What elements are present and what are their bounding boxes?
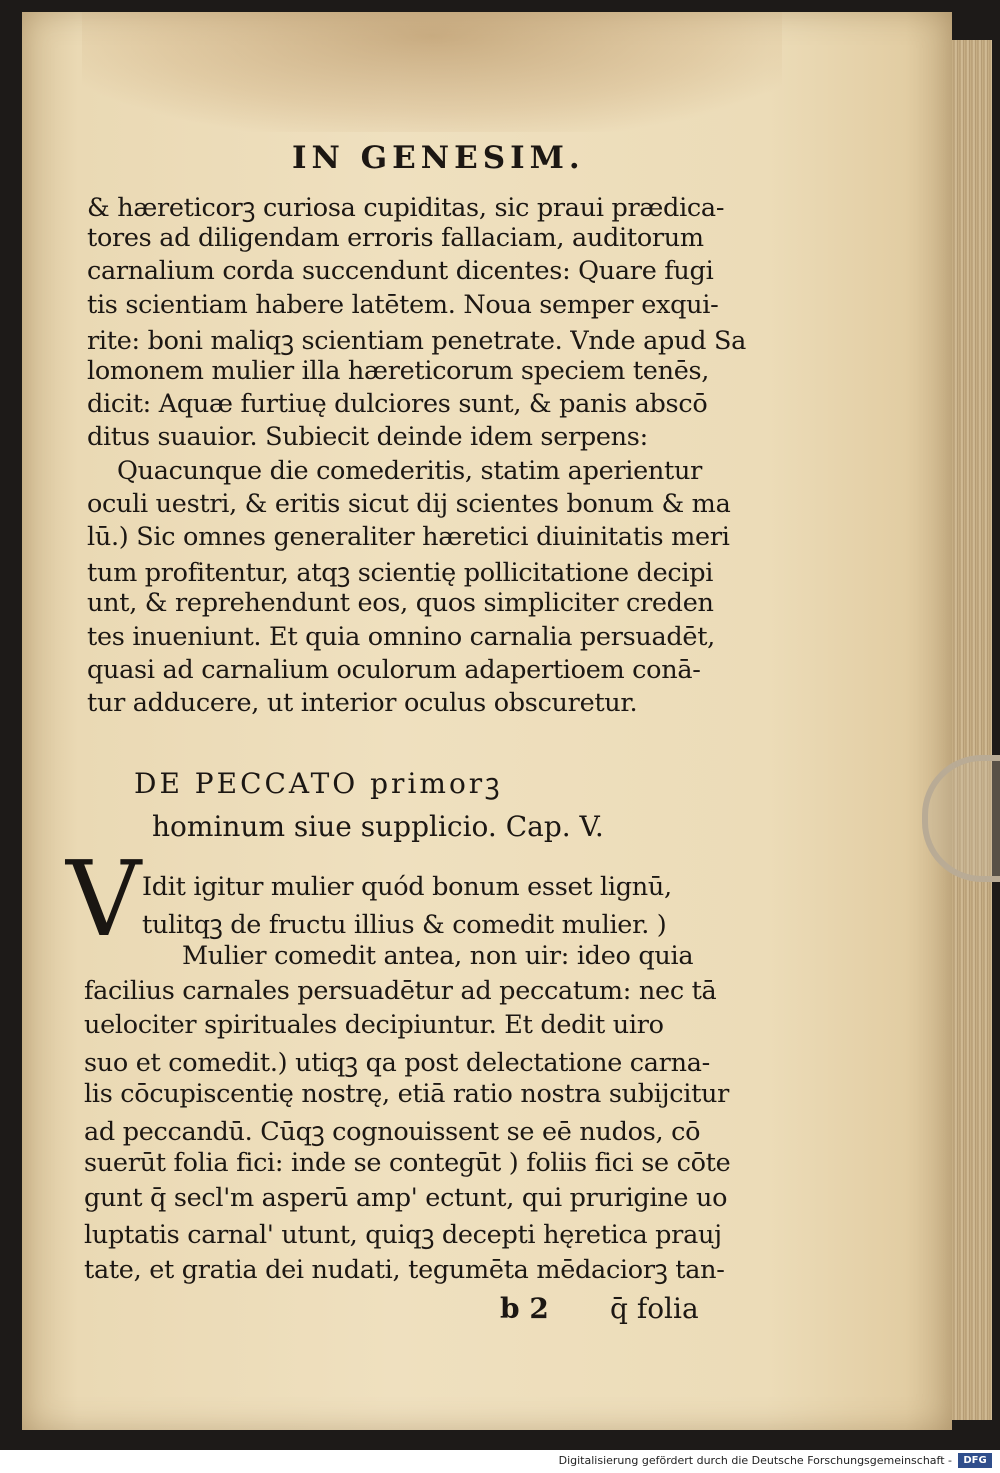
text-line: rite: boni maliqꝫ scientiam penetrate. Vnde apud Sa: [87, 325, 747, 356]
text-line: ad peccandū. Cūqꝫ cognouissent se eē nudos, cō: [84, 1116, 701, 1147]
book-page: [22, 12, 952, 1430]
text-line: facilius carnales persuadētur ad peccatum: nec tā: [84, 975, 717, 1006]
water-stain: [82, 12, 782, 132]
catchword: q̄ folia: [610, 1292, 699, 1325]
text-line: tis scientiam habere latētem. Noua semper exqui-: [87, 289, 719, 320]
text-line: oculi uestri, & eritis sicut dij scientes bonum & ma: [87, 488, 731, 519]
text-line: & hæreticorꝫ curiosa cupiditas, sic praui prædica-: [87, 193, 725, 223]
text-line: Mulier comedit antea, non uir: ideo quia: [182, 941, 694, 971]
page-edges: [952, 40, 992, 1420]
running-header: IN GENESIM.: [292, 140, 585, 176]
text-line: Quacunque die comederitis, statim aperientur: [117, 455, 703, 486]
drop-cap-initial: V: [66, 838, 142, 960]
text-line: tate, et gratia dei nudati, tegumēta mēdaciorꝫ tan-: [84, 1254, 725, 1285]
text-line: dicit: Aquæ furtiuę dulciores sunt, & panis abscō: [87, 389, 708, 420]
text-line: tur adducere, ut interior oculus obscuretur.: [87, 688, 638, 718]
text-line: luptatis carnal' utunt, quiqꝫ decepti hęretica prauj: [84, 1220, 722, 1250]
text-line: tores ad diligendam erroris fallaciam, auditorum: [87, 223, 704, 254]
text-line: unt, & reprehendunt eos, quos simpliciter creden: [87, 588, 714, 619]
text-line: lomonem mulier illa hæreticorum speciem tenēs,: [87, 356, 710, 386]
text-line: quasi ad carnalium oculorum adapertioem conā-: [87, 654, 701, 685]
signature-mark: b 2: [500, 1292, 549, 1325]
text-line: Idit igitur mulier quód bonum esset lignū,: [142, 872, 672, 902]
text-line: suerūt folia fici: inde se contegūt ) foliis fici se cōte: [84, 1148, 731, 1178]
chapter-heading-line-1: DE PECCATO primorꝫ: [134, 767, 503, 800]
text-line: tum profitentur, atqꝫ scientię pollicitatione decipi: [87, 558, 714, 589]
text-line: ditus suauior. Subiecit deinde idem serpens:: [87, 422, 648, 453]
footer-bar: [0, 1450, 1000, 1473]
text-line: uelociter spirituales decipiuntur. Et dedit uiro: [84, 1010, 664, 1040]
text-line: lū.) Sic omnes generaliter hæretici diuinitatis meri: [87, 522, 730, 552]
text-line: gunt q̄ secl'm asperū amp' ectunt, qui prurigine uo: [84, 1182, 728, 1213]
text-line: lis cōcupiscentię nostrę, etiā ratio nostra subijcitur: [84, 1079, 730, 1109]
text-line: tes inueniunt. Et quia omnino carnalia persuadēt,: [87, 621, 715, 652]
text-line: tulitqꝫ de fructu illius & comedit mulier. ): [142, 909, 667, 940]
text-line: suo et comedit.) utiqꝫ qa post delectatione carna-: [84, 1047, 710, 1078]
text-line: carnalium corda succendunt dicentes: Quare fugi: [87, 256, 714, 287]
footer-credit-text: Digitalisierung gefördert durch die Deutsche Forschungsgemeinschaft -: [558, 1454, 952, 1467]
chapter-heading-line-2: hominum siue supplicio. Cap. V.: [152, 810, 604, 843]
dfg-logo: DFG: [958, 1453, 992, 1468]
